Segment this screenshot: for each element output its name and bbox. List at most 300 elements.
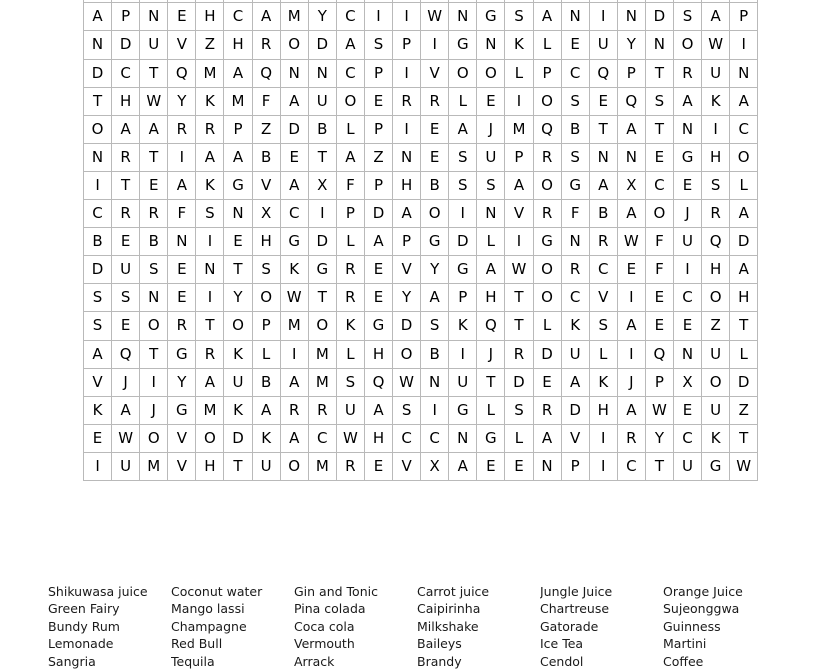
grid-cell[interactable]: U	[477, 143, 505, 171]
grid-cell[interactable]: Q	[533, 115, 561, 143]
grid-cell[interactable]: J	[140, 396, 168, 424]
grid-cell[interactable]: M	[308, 368, 336, 396]
grid-cell[interactable]: K	[252, 424, 280, 452]
grid-cell[interactable]: O	[84, 115, 112, 143]
grid-cell[interactable]: E	[645, 284, 673, 312]
grid-cell[interactable]: T	[308, 284, 336, 312]
grid-cell[interactable]: L	[336, 115, 364, 143]
grid-cell[interactable]: H	[196, 452, 224, 480]
grid-cell[interactable]: K	[224, 340, 252, 368]
grid-cell[interactable]: T	[112, 171, 140, 199]
grid-cell[interactable]: H	[393, 171, 421, 199]
grid-cell[interactable]: E	[364, 87, 392, 115]
grid-cell[interactable]: E	[645, 143, 673, 171]
grid-cell[interactable]: I	[421, 31, 449, 59]
grid-cell[interactable]: S	[196, 200, 224, 228]
word-list-item[interactable]: Bundy Rum	[48, 618, 120, 634]
grid-cell[interactable]: O	[730, 143, 758, 171]
grid-cell[interactable]: E	[533, 368, 561, 396]
grid-cell[interactable]: H	[477, 284, 505, 312]
grid-cell[interactable]: A	[730, 256, 758, 284]
grid-cell[interactable]: C	[730, 115, 758, 143]
grid-cell[interactable]: E	[112, 228, 140, 256]
grid-cell[interactable]: L	[730, 340, 758, 368]
grid-cell[interactable]: C	[645, 171, 673, 199]
grid-cell[interactable]: U	[673, 228, 701, 256]
grid-cell[interactable]: C	[617, 452, 645, 480]
grid-cell[interactable]: E	[112, 312, 140, 340]
grid-cell[interactable]: I	[505, 87, 533, 115]
grid-cell[interactable]: E	[673, 171, 701, 199]
grid-cell[interactable]: G	[449, 256, 477, 284]
word-list-item[interactable]: Arrack	[294, 653, 335, 669]
grid-cell[interactable]: T	[224, 256, 252, 284]
grid-cell[interactable]: C	[84, 200, 112, 228]
grid-cell[interactable]: L	[505, 59, 533, 87]
grid-cell[interactable]: S	[112, 284, 140, 312]
grid-cell[interactable]: N	[168, 228, 196, 256]
grid-cell[interactable]: D	[84, 256, 112, 284]
grid-cell[interactable]: E	[673, 312, 701, 340]
grid-cell[interactable]: F	[336, 171, 364, 199]
grid-cell[interactable]: C	[336, 3, 364, 31]
grid-cell[interactable]: R	[140, 200, 168, 228]
grid-cell[interactable]: S	[84, 312, 112, 340]
grid-cell[interactable]: O	[196, 424, 224, 452]
grid-cell[interactable]: G	[477, 3, 505, 31]
grid-cell[interactable]: M	[224, 87, 252, 115]
word-list-item[interactable]: Chartreuse	[540, 601, 610, 617]
grid-cell[interactable]: A	[730, 200, 758, 228]
grid-cell[interactable]: W	[505, 256, 533, 284]
grid-cell[interactable]: Y	[645, 424, 673, 452]
grid-cell[interactable]: Y	[617, 31, 645, 59]
grid-cell[interactable]: A	[224, 143, 252, 171]
grid-cell[interactable]: R	[533, 396, 561, 424]
grid-cell[interactable]: S	[589, 312, 617, 340]
grid-cell[interactable]: L	[589, 340, 617, 368]
grid-cell[interactable]: F	[252, 87, 280, 115]
grid-cell[interactable]: T	[645, 115, 673, 143]
grid-cell[interactable]: H	[702, 256, 730, 284]
grid-cell[interactable]: C	[393, 424, 421, 452]
grid-cell[interactable]: P	[336, 200, 364, 228]
grid-cell[interactable]: T	[505, 284, 533, 312]
grid-cell[interactable]: I	[196, 228, 224, 256]
grid-cell[interactable]: X	[673, 368, 701, 396]
grid-cell[interactable]: S	[140, 256, 168, 284]
grid-cell[interactable]: N	[645, 31, 673, 59]
grid-cell[interactable]: I	[702, 115, 730, 143]
grid-cell[interactable]: I	[364, 3, 392, 31]
grid-cell[interactable]: A	[112, 115, 140, 143]
grid-cell[interactable]: H	[252, 228, 280, 256]
word-list-item[interactable]: Coca cola	[294, 618, 355, 634]
grid-cell[interactable]: A	[533, 424, 561, 452]
grid-cell[interactable]: N	[308, 59, 336, 87]
grid-cell[interactable]: T	[645, 59, 673, 87]
grid-cell[interactable]: R	[673, 59, 701, 87]
grid-cell[interactable]: E	[168, 256, 196, 284]
grid-cell[interactable]: A	[280, 87, 308, 115]
grid-cell[interactable]: D	[224, 424, 252, 452]
grid-cell[interactable]: W	[280, 284, 308, 312]
grid-cell[interactable]: R	[617, 424, 645, 452]
grid-cell[interactable]: V	[589, 284, 617, 312]
grid-cell[interactable]: L	[252, 340, 280, 368]
grid-cell[interactable]: P	[449, 284, 477, 312]
word-list-item[interactable]: Vermouth	[294, 636, 355, 652]
grid-cell[interactable]: N	[140, 284, 168, 312]
word-list-item[interactable]: Orange Juice	[663, 584, 743, 599]
grid-cell[interactable]: A	[730, 87, 758, 115]
grid-cell[interactable]: B	[84, 228, 112, 256]
grid-cell[interactable]: B	[308, 115, 336, 143]
grid-cell[interactable]: R	[505, 340, 533, 368]
grid-cell[interactable]: A	[336, 143, 364, 171]
grid-cell[interactable]: P	[364, 115, 392, 143]
grid-cell[interactable]: I	[421, 396, 449, 424]
grid-cell[interactable]: I	[84, 452, 112, 480]
grid-cell[interactable]: C	[336, 59, 364, 87]
grid-cell[interactable]: A	[112, 396, 140, 424]
grid-cell[interactable]: N	[730, 59, 758, 87]
word-list-item[interactable]: Pina colada	[294, 601, 366, 617]
grid-cell[interactable]: T	[730, 312, 758, 340]
grid-cell[interactable]: E	[140, 171, 168, 199]
grid-cell[interactable]: N	[561, 3, 589, 31]
grid-cell[interactable]: U	[140, 31, 168, 59]
grid-cell[interactable]: A	[196, 368, 224, 396]
word-list-item[interactable]: Mango lassi	[171, 601, 245, 617]
grid-cell[interactable]: R	[168, 115, 196, 143]
grid-cell[interactable]: Q	[702, 228, 730, 256]
grid-cell[interactable]: A	[449, 452, 477, 480]
grid-cell[interactable]: D	[112, 31, 140, 59]
grid-cell[interactable]: B	[589, 200, 617, 228]
grid-cell[interactable]: R	[112, 143, 140, 171]
grid-cell[interactable]: X	[617, 171, 645, 199]
grid-cell[interactable]: T	[730, 424, 758, 452]
grid-cell[interactable]: A	[617, 312, 645, 340]
grid-cell[interactable]: K	[196, 171, 224, 199]
grid-cell[interactable]: F	[561, 200, 589, 228]
grid-cell[interactable]: U	[252, 452, 280, 480]
grid-cell[interactable]: P	[252, 312, 280, 340]
grid-cell[interactable]: P	[561, 452, 589, 480]
grid-cell[interactable]: T	[477, 368, 505, 396]
grid-cell[interactable]: D	[505, 368, 533, 396]
grid-cell[interactable]: O	[336, 87, 364, 115]
grid-cell[interactable]: H	[112, 87, 140, 115]
grid-cell[interactable]: O	[280, 452, 308, 480]
grid-cell[interactable]: O	[702, 284, 730, 312]
grid-cell[interactable]: P	[393, 31, 421, 59]
grid-cell[interactable]: C	[589, 256, 617, 284]
grid-cell[interactable]: O	[140, 424, 168, 452]
grid-cell[interactable]: W	[645, 396, 673, 424]
grid-cell[interactable]: V	[168, 31, 196, 59]
grid-cell[interactable]: B	[561, 115, 589, 143]
grid-cell[interactable]: I	[617, 284, 645, 312]
grid-cell[interactable]: N	[196, 256, 224, 284]
grid-cell[interactable]: T	[505, 312, 533, 340]
word-list-item[interactable]: Cendol	[540, 653, 584, 669]
grid-cell[interactable]: N	[280, 59, 308, 87]
grid-cell[interactable]: P	[112, 3, 140, 31]
grid-cell[interactable]: N	[224, 200, 252, 228]
word-list-item[interactable]: Coffee	[663, 653, 704, 669]
grid-cell[interactable]: S	[449, 171, 477, 199]
grid-cell[interactable]: W	[702, 31, 730, 59]
grid-cell[interactable]: A	[477, 256, 505, 284]
grid-cell[interactable]: K	[561, 312, 589, 340]
grid-cell[interactable]: U	[702, 340, 730, 368]
grid-cell[interactable]: S	[673, 3, 701, 31]
grid-cell[interactable]: I	[280, 340, 308, 368]
grid-cell[interactable]: C	[561, 59, 589, 87]
grid-cell[interactable]: R	[561, 256, 589, 284]
grid-cell[interactable]: W	[730, 452, 758, 480]
grid-cell[interactable]: B	[140, 228, 168, 256]
grid-cell[interactable]: X	[308, 171, 336, 199]
word-search-grid[interactable]	[83, 0, 758, 481]
grid-cell[interactable]: J	[477, 340, 505, 368]
grid-cell[interactable]: I	[393, 3, 421, 31]
grid-cell[interactable]: G	[449, 396, 477, 424]
grid-cell[interactable]: M	[308, 340, 336, 368]
grid-cell[interactable]: D	[730, 368, 758, 396]
grid-cell[interactable]: P	[730, 3, 758, 31]
grid-cell[interactable]: A	[561, 368, 589, 396]
grid-cell[interactable]: S	[645, 87, 673, 115]
grid-cell[interactable]: U	[112, 256, 140, 284]
grid-cell[interactable]: W	[336, 424, 364, 452]
grid-cell[interactable]: J	[477, 115, 505, 143]
grid-cell[interactable]: S	[393, 396, 421, 424]
grid-cell[interactable]: U	[702, 59, 730, 87]
word-list-item[interactable]: Gin and Tonic	[294, 584, 378, 599]
grid-cell[interactable]: U	[673, 452, 701, 480]
grid-cell[interactable]: F	[168, 200, 196, 228]
grid-cell[interactable]: I	[673, 256, 701, 284]
grid-cell[interactable]: I	[140, 368, 168, 396]
grid-cell[interactable]: N	[617, 3, 645, 31]
grid-cell[interactable]: C	[561, 284, 589, 312]
word-list-item[interactable]: Ice Tea	[540, 636, 584, 652]
word-list-item[interactable]: Jungle Juice	[540, 584, 613, 599]
grid-cell[interactable]: K	[196, 87, 224, 115]
grid-cell[interactable]: J	[673, 200, 701, 228]
grid-cell[interactable]: S	[505, 3, 533, 31]
grid-cell[interactable]: T	[196, 312, 224, 340]
grid-cell[interactable]: U	[449, 368, 477, 396]
grid-cell[interactable]: R	[533, 143, 561, 171]
grid-cell[interactable]: R	[702, 200, 730, 228]
grid-cell[interactable]: K	[505, 31, 533, 59]
word-list-item[interactable]: Guinness	[663, 618, 721, 634]
grid-cell[interactable]: U	[112, 452, 140, 480]
grid-cell[interactable]: I	[449, 200, 477, 228]
word-list-item[interactable]: Brandy	[417, 653, 462, 669]
grid-cell[interactable]: G	[561, 171, 589, 199]
grid-cell[interactable]: P	[364, 59, 392, 87]
grid-cell[interactable]: S	[421, 312, 449, 340]
grid-cell[interactable]: J	[617, 368, 645, 396]
grid-cell[interactable]: A	[393, 200, 421, 228]
grid-cell[interactable]: D	[533, 340, 561, 368]
grid-cell[interactable]: N	[421, 368, 449, 396]
grid-cell[interactable]: S	[84, 284, 112, 312]
grid-cell[interactable]: M	[505, 115, 533, 143]
grid-cell[interactable]: G	[533, 228, 561, 256]
grid-cell[interactable]: U	[336, 396, 364, 424]
grid-cell[interactable]: T	[224, 452, 252, 480]
grid-cell[interactable]: M	[308, 452, 336, 480]
grid-cell[interactable]: O	[280, 31, 308, 59]
grid-cell[interactable]: K	[702, 87, 730, 115]
grid-cell[interactable]: K	[702, 424, 730, 452]
grid-cell[interactable]: O	[645, 200, 673, 228]
grid-cell[interactable]: N	[477, 31, 505, 59]
grid-cell[interactable]: E	[364, 284, 392, 312]
grid-cell[interactable]: R	[336, 284, 364, 312]
grid-cell[interactable]: L	[336, 228, 364, 256]
grid-cell[interactable]: D	[280, 115, 308, 143]
grid-cell[interactable]: A	[589, 171, 617, 199]
grid-cell[interactable]: O	[533, 256, 561, 284]
grid-cell[interactable]: N	[589, 143, 617, 171]
grid-cell[interactable]: E	[617, 256, 645, 284]
grid-cell[interactable]: P	[645, 368, 673, 396]
grid-cell[interactable]: Z	[730, 396, 758, 424]
grid-cell[interactable]: O	[393, 340, 421, 368]
grid-cell[interactable]: P	[617, 59, 645, 87]
grid-cell[interactable]: A	[617, 115, 645, 143]
grid-cell[interactable]: I	[168, 143, 196, 171]
grid-cell[interactable]: R	[196, 340, 224, 368]
grid-cell[interactable]: Y	[421, 256, 449, 284]
grid-cell[interactable]: A	[280, 368, 308, 396]
grid-cell[interactable]: L	[505, 424, 533, 452]
grid-cell[interactable]: Z	[702, 312, 730, 340]
grid-cell[interactable]: O	[421, 200, 449, 228]
grid-cell[interactable]: E	[421, 143, 449, 171]
grid-cell[interactable]: O	[224, 312, 252, 340]
grid-cell[interactable]: N	[449, 3, 477, 31]
grid-cell[interactable]: O	[308, 312, 336, 340]
word-list-item[interactable]: Coconut water	[171, 584, 263, 599]
grid-cell[interactable]: S	[561, 87, 589, 115]
grid-cell[interactable]: E	[364, 256, 392, 284]
grid-cell[interactable]: I	[589, 3, 617, 31]
grid-cell[interactable]: H	[364, 340, 392, 368]
grid-cell[interactable]: N	[449, 424, 477, 452]
grid-cell[interactable]: W	[393, 368, 421, 396]
grid-cell[interactable]: G	[224, 171, 252, 199]
grid-cell[interactable]: I	[505, 228, 533, 256]
grid-cell[interactable]: Z	[364, 143, 392, 171]
word-list-item[interactable]: Champagne	[171, 618, 247, 634]
grid-cell[interactable]: E	[168, 284, 196, 312]
grid-cell[interactable]: R	[252, 31, 280, 59]
grid-cell[interactable]: N	[673, 340, 701, 368]
grid-cell[interactable]: A	[196, 143, 224, 171]
grid-cell[interactable]: I	[730, 31, 758, 59]
grid-cell[interactable]: D	[645, 3, 673, 31]
grid-cell[interactable]: U	[702, 396, 730, 424]
grid-cell[interactable]: N	[393, 143, 421, 171]
grid-cell[interactable]: T	[140, 143, 168, 171]
grid-cell[interactable]: P	[364, 171, 392, 199]
grid-cell[interactable]: E	[364, 452, 392, 480]
grid-cell[interactable]: O	[140, 312, 168, 340]
grid-cell[interactable]: O	[252, 284, 280, 312]
grid-cell[interactable]: Q	[477, 312, 505, 340]
grid-cell[interactable]: E	[673, 396, 701, 424]
grid-cell[interactable]: A	[84, 340, 112, 368]
grid-cell[interactable]: B	[252, 143, 280, 171]
grid-cell[interactable]: Q	[589, 59, 617, 87]
grid-cell[interactable]: D	[730, 228, 758, 256]
grid-cell[interactable]: G	[477, 424, 505, 452]
grid-cell[interactable]: K	[449, 312, 477, 340]
word-list-item[interactable]: Milkshake	[417, 618, 479, 634]
grid-cell[interactable]: O	[533, 171, 561, 199]
grid-cell[interactable]: U	[561, 340, 589, 368]
grid-cell[interactable]: G	[280, 228, 308, 256]
grid-cell[interactable]: E	[280, 143, 308, 171]
grid-cell[interactable]: V	[393, 256, 421, 284]
word-list-item[interactable]: Red Bull	[171, 636, 223, 652]
grid-cell[interactable]: C	[673, 284, 701, 312]
grid-cell[interactable]: S	[561, 143, 589, 171]
grid-cell[interactable]: O	[533, 284, 561, 312]
grid-cell[interactable]: Z	[196, 31, 224, 59]
grid-cell[interactable]: C	[224, 3, 252, 31]
grid-cell[interactable]: O	[702, 368, 730, 396]
grid-cell[interactable]: E	[224, 228, 252, 256]
grid-cell[interactable]: A	[336, 31, 364, 59]
grid-cell[interactable]: V	[168, 452, 196, 480]
grid-cell[interactable]: N	[477, 200, 505, 228]
grid-cell[interactable]: V	[421, 59, 449, 87]
grid-cell[interactable]: S	[252, 256, 280, 284]
grid-cell[interactable]: E	[645, 312, 673, 340]
grid-cell[interactable]: I	[393, 59, 421, 87]
grid-cell[interactable]: E	[589, 87, 617, 115]
grid-cell[interactable]: P	[533, 59, 561, 87]
grid-cell[interactable]: K	[224, 396, 252, 424]
grid-cell[interactable]: T	[308, 143, 336, 171]
word-list-item[interactable]: Tequila	[171, 653, 215, 669]
grid-cell[interactable]: N	[84, 143, 112, 171]
grid-cell[interactable]: A	[421, 284, 449, 312]
grid-cell[interactable]: Y	[308, 3, 336, 31]
grid-cell[interactable]: B	[252, 368, 280, 396]
grid-cell[interactable]: O	[449, 59, 477, 87]
grid-cell[interactable]: B	[421, 171, 449, 199]
grid-cell[interactable]: F	[645, 228, 673, 256]
word-list-item[interactable]: Gatorade	[540, 618, 599, 634]
grid-cell[interactable]: A	[617, 200, 645, 228]
grid-cell[interactable]: S	[449, 143, 477, 171]
grid-cell[interactable]: A	[280, 171, 308, 199]
grid-cell[interactable]: A	[449, 115, 477, 143]
grid-cell[interactable]: G	[168, 396, 196, 424]
grid-cell[interactable]: A	[140, 115, 168, 143]
grid-cell[interactable]: S	[336, 368, 364, 396]
